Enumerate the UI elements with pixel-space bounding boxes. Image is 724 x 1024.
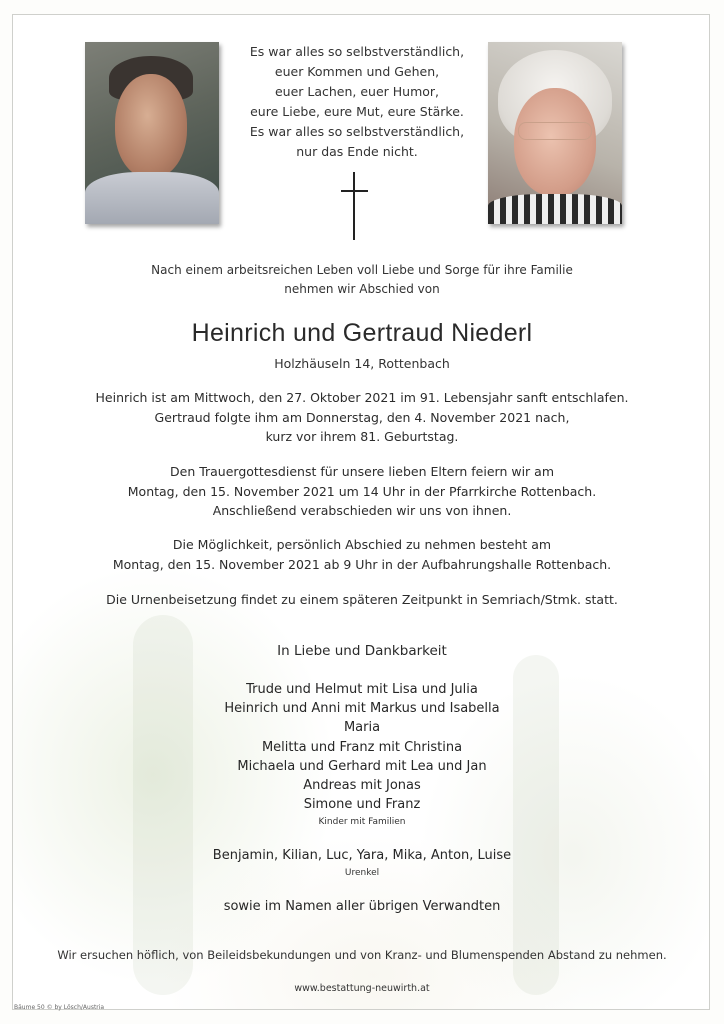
verse-line: euer Lachen, euer Humor, (274, 84, 440, 99)
closing-heading: In Liebe und Dankbarkeit (277, 643, 447, 659)
cross-icon (353, 172, 355, 240)
death-notice: Heinrich ist am Mittwoch, den 27. Oktober 2021 im 91. Lebensjahr sanft entschlafen. Gertraud folgte ihm am Donnerstag, den 4. November 2021 nach, kurz vor ihrem 81. Geburtstag. (95, 390, 629, 444)
verse-line: nur das Ende nicht. (296, 144, 418, 159)
memorial-verse (226, 42, 488, 162)
intro-text: Nach einem arbeitsreichen Leben voll Liebe und Sorge für ihre Familie nehmen wir Abschied von (151, 263, 573, 296)
great-grandchildren-caption: Urenkel (344, 868, 380, 878)
image-credit: Bäume 50 © by Lösch/Austria (14, 1004, 105, 1011)
list-item: Maria (343, 720, 381, 736)
verse-line: Es war alles so selbstverständlich, (249, 124, 465, 139)
list-item: Heinrich und Anni mit Markus und Isabella (224, 701, 500, 717)
list-item: Michaela und Gerhard mit Lea und Jan (237, 758, 487, 774)
verse-line: eure Liebe, eure Mut, eure Stärke. (250, 104, 464, 119)
list-item: Trude und Helmut mit Lisa und Julia (246, 682, 478, 697)
viewing-info: Die Möglichkeit, persönlich Abschied zu nehmen besteht am Montag, den 15. November 2021 ab 9 Uhr in der Aufbahrungshalle Rottenbach. (112, 537, 612, 572)
children-list (40, 680, 684, 814)
children-caption: Kinder mit Familien (318, 817, 406, 827)
list-item: Melitta und Franz mit Christina (261, 739, 463, 755)
list-item: Andreas mit Jonas (303, 778, 421, 794)
relatives-line: sowie im Namen aller übrigen Verwandten (223, 899, 501, 914)
verse-line: Es war alles so selbstverständlich, (249, 44, 465, 59)
address: Holzhäuseln 14, Rottenbach (274, 356, 450, 371)
urn-burial-info: Die Urnenbeisetzung findet zu einem späteren Zeitpunkt in Semriach/Stmk. statt. (106, 592, 618, 607)
deceased-names: Heinrich und Gertraud Niederl (191, 319, 533, 347)
funeral-home-website[interactable]: www.bestattung-neuwirth.at (294, 983, 430, 994)
condolence-request: Wir ersuchen höflich, von Beileidsbekundungen und von Kranz- und Blumenspenden Abstand zu nehmen. (57, 948, 667, 962)
funeral-service: Den Trauergottesdienst für unsere lieben Eltern feiern wir am Montag, den 15. November 2021 um 14 Uhr in der Pfarrkirche Rottenbach. Anschließend verabschieden wir uns von ihnen. (127, 464, 597, 518)
portrait-heinrich (85, 42, 219, 224)
verse-line: euer Kommen und Gehen, (274, 64, 440, 79)
portrait-gertraud (488, 42, 622, 224)
cross-icon-bar (341, 190, 368, 192)
great-grandchildren-list: Benjamin, Kilian, Luc, Yara, Mika, Anton, Luise (212, 848, 512, 863)
list-item: Simone und Franz (303, 797, 421, 813)
